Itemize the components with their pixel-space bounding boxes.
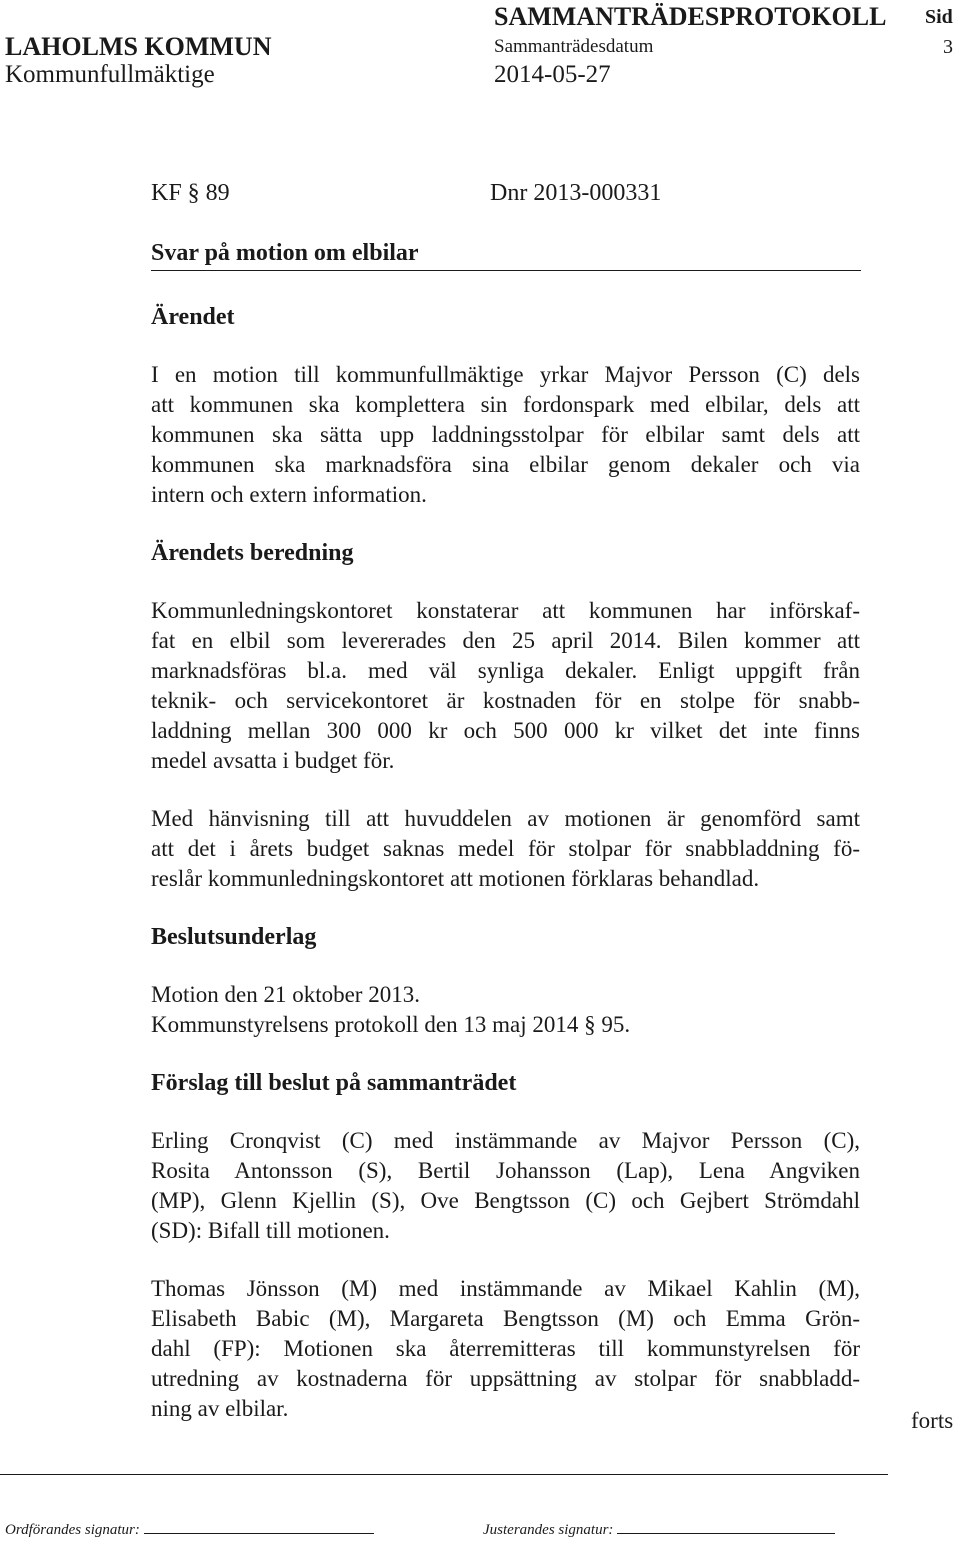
registry-number: Dnr 2013-000331 — [490, 180, 662, 206]
chair-signature — [5, 1522, 374, 1539]
beslutsunderlag-list — [151, 980, 860, 1040]
text-line: dahl (FP): Motionen ska återremitteras till kommunstyrelsen för — [151, 1336, 860, 1361]
section-heading-arendet: Ärendet — [151, 304, 235, 330]
organization-name: LAHOLMS KOMMUN — [5, 32, 272, 61]
page-number: 3 — [943, 36, 953, 58]
governing-body: Kommunfullmäktige — [5, 61, 215, 88]
text-line: Rosita Antonsson (S), Bertil Johansson (Lap), Lena Angviken — [151, 1158, 860, 1183]
text-line: teknik- och servicekontoret är kostnaden för en stolpe för snabb- — [151, 688, 860, 713]
text-line: marknadsföras bl.a. med väl synliga dekaler. Enligt uppgift från — [151, 658, 860, 683]
continuation-marker: forts — [911, 1408, 954, 1433]
forslag-paragraph-2 — [151, 1274, 860, 1424]
text-line: kommunen ska sätta upp laddningsstolpar för elbilar samt dels att — [151, 422, 860, 447]
text-line: att det i årets budget saknas medel för stolpar för snabbladdning fö- — [151, 836, 860, 861]
meeting-date-label: Sammanträdesdatum — [494, 36, 654, 57]
case-number: KF § 89 — [151, 180, 230, 206]
text-line: ning av elbilar. — [151, 1396, 289, 1421]
text-line: Med hänvisning till att huvuddelen av motionen är genomförd samt — [151, 806, 860, 831]
adjuster-signature-label: Justerandes signatur: — [483, 1522, 614, 1538]
document-body — [151, 302, 860, 1424]
page-label: Sid — [925, 6, 953, 28]
text-line: Elisabeth Babic (M), Margareta Bengtsson (M) och Emma Grön- — [151, 1306, 860, 1331]
list-item: Motion den 21 oktober 2013. — [151, 982, 420, 1007]
arendet-paragraph — [151, 360, 860, 510]
text-line: (MP), Glenn Kjellin (S), Ove Bengtsson (C) och Gejbert Strömdahl — [151, 1188, 860, 1213]
adjuster-signature-line — [617, 1532, 835, 1534]
chair-signature-line — [144, 1532, 374, 1534]
title-underline — [151, 270, 861, 271]
section-heading-forslag: Förslag till beslut på sammanträdet — [151, 1070, 517, 1096]
text-line: kommunen ska marknadsföra sina elbilar genom dekaler och via — [151, 452, 860, 477]
text-line: fat en elbil som levererades den 25 april 2014. Bilen kommer att — [151, 628, 860, 653]
text-line: Thomas Jönsson (M) med instämmande av Mikael Kahlin (M), — [151, 1276, 860, 1301]
chair-signature-label: Ordförandes signatur: — [5, 1522, 140, 1538]
text-line: utredning av kostnaderna för uppsättning av stolpar för snabbladd- — [151, 1366, 860, 1391]
text-line: intern och extern information. — [151, 482, 427, 507]
list-item: Kommunstyrelsens protokoll den 13 maj 2014 § 95. — [151, 1012, 631, 1037]
adjuster-signature — [483, 1522, 835, 1539]
case-title: Svar på motion om elbilar — [151, 240, 419, 266]
text-line: Kommunledningskontoret konstaterar att kommunen har införskaf- — [151, 598, 860, 623]
text-line: Erling Cronqvist (C) med instämmande av Majvor Persson (C), — [151, 1128, 860, 1153]
text-line: att kommunen ska komplettera sin fordonspark med elbilar, dels att — [151, 392, 860, 417]
text-line: I en motion till kommunfullmäktige yrkar Majvor Persson (C) dels — [151, 362, 860, 387]
forslag-paragraph-1 — [151, 1126, 860, 1246]
text-line: medel avsatta i budget för. — [151, 748, 395, 773]
meeting-date: 2014-05-27 — [494, 61, 611, 88]
text-line: (SD): Bifall till motionen. — [151, 1218, 390, 1243]
section-heading-beredning: Ärendets beredning — [151, 540, 354, 566]
beredning-paragraph-1 — [151, 596, 860, 776]
text-line: laddning mellan 300 000 kr och 500 000 kr vilket det inte finns — [151, 718, 860, 743]
section-heading-beslutsunderlag: Beslutsunderlag — [151, 924, 317, 950]
footer-rule — [0, 1474, 888, 1475]
beredning-paragraph-2 — [151, 804, 860, 894]
protocol-title: SAMMANTRÄDESPROTOKOLL — [494, 2, 887, 31]
text-line: reslår kommunledningskontoret att motionen förklaras behandlad. — [151, 866, 760, 891]
